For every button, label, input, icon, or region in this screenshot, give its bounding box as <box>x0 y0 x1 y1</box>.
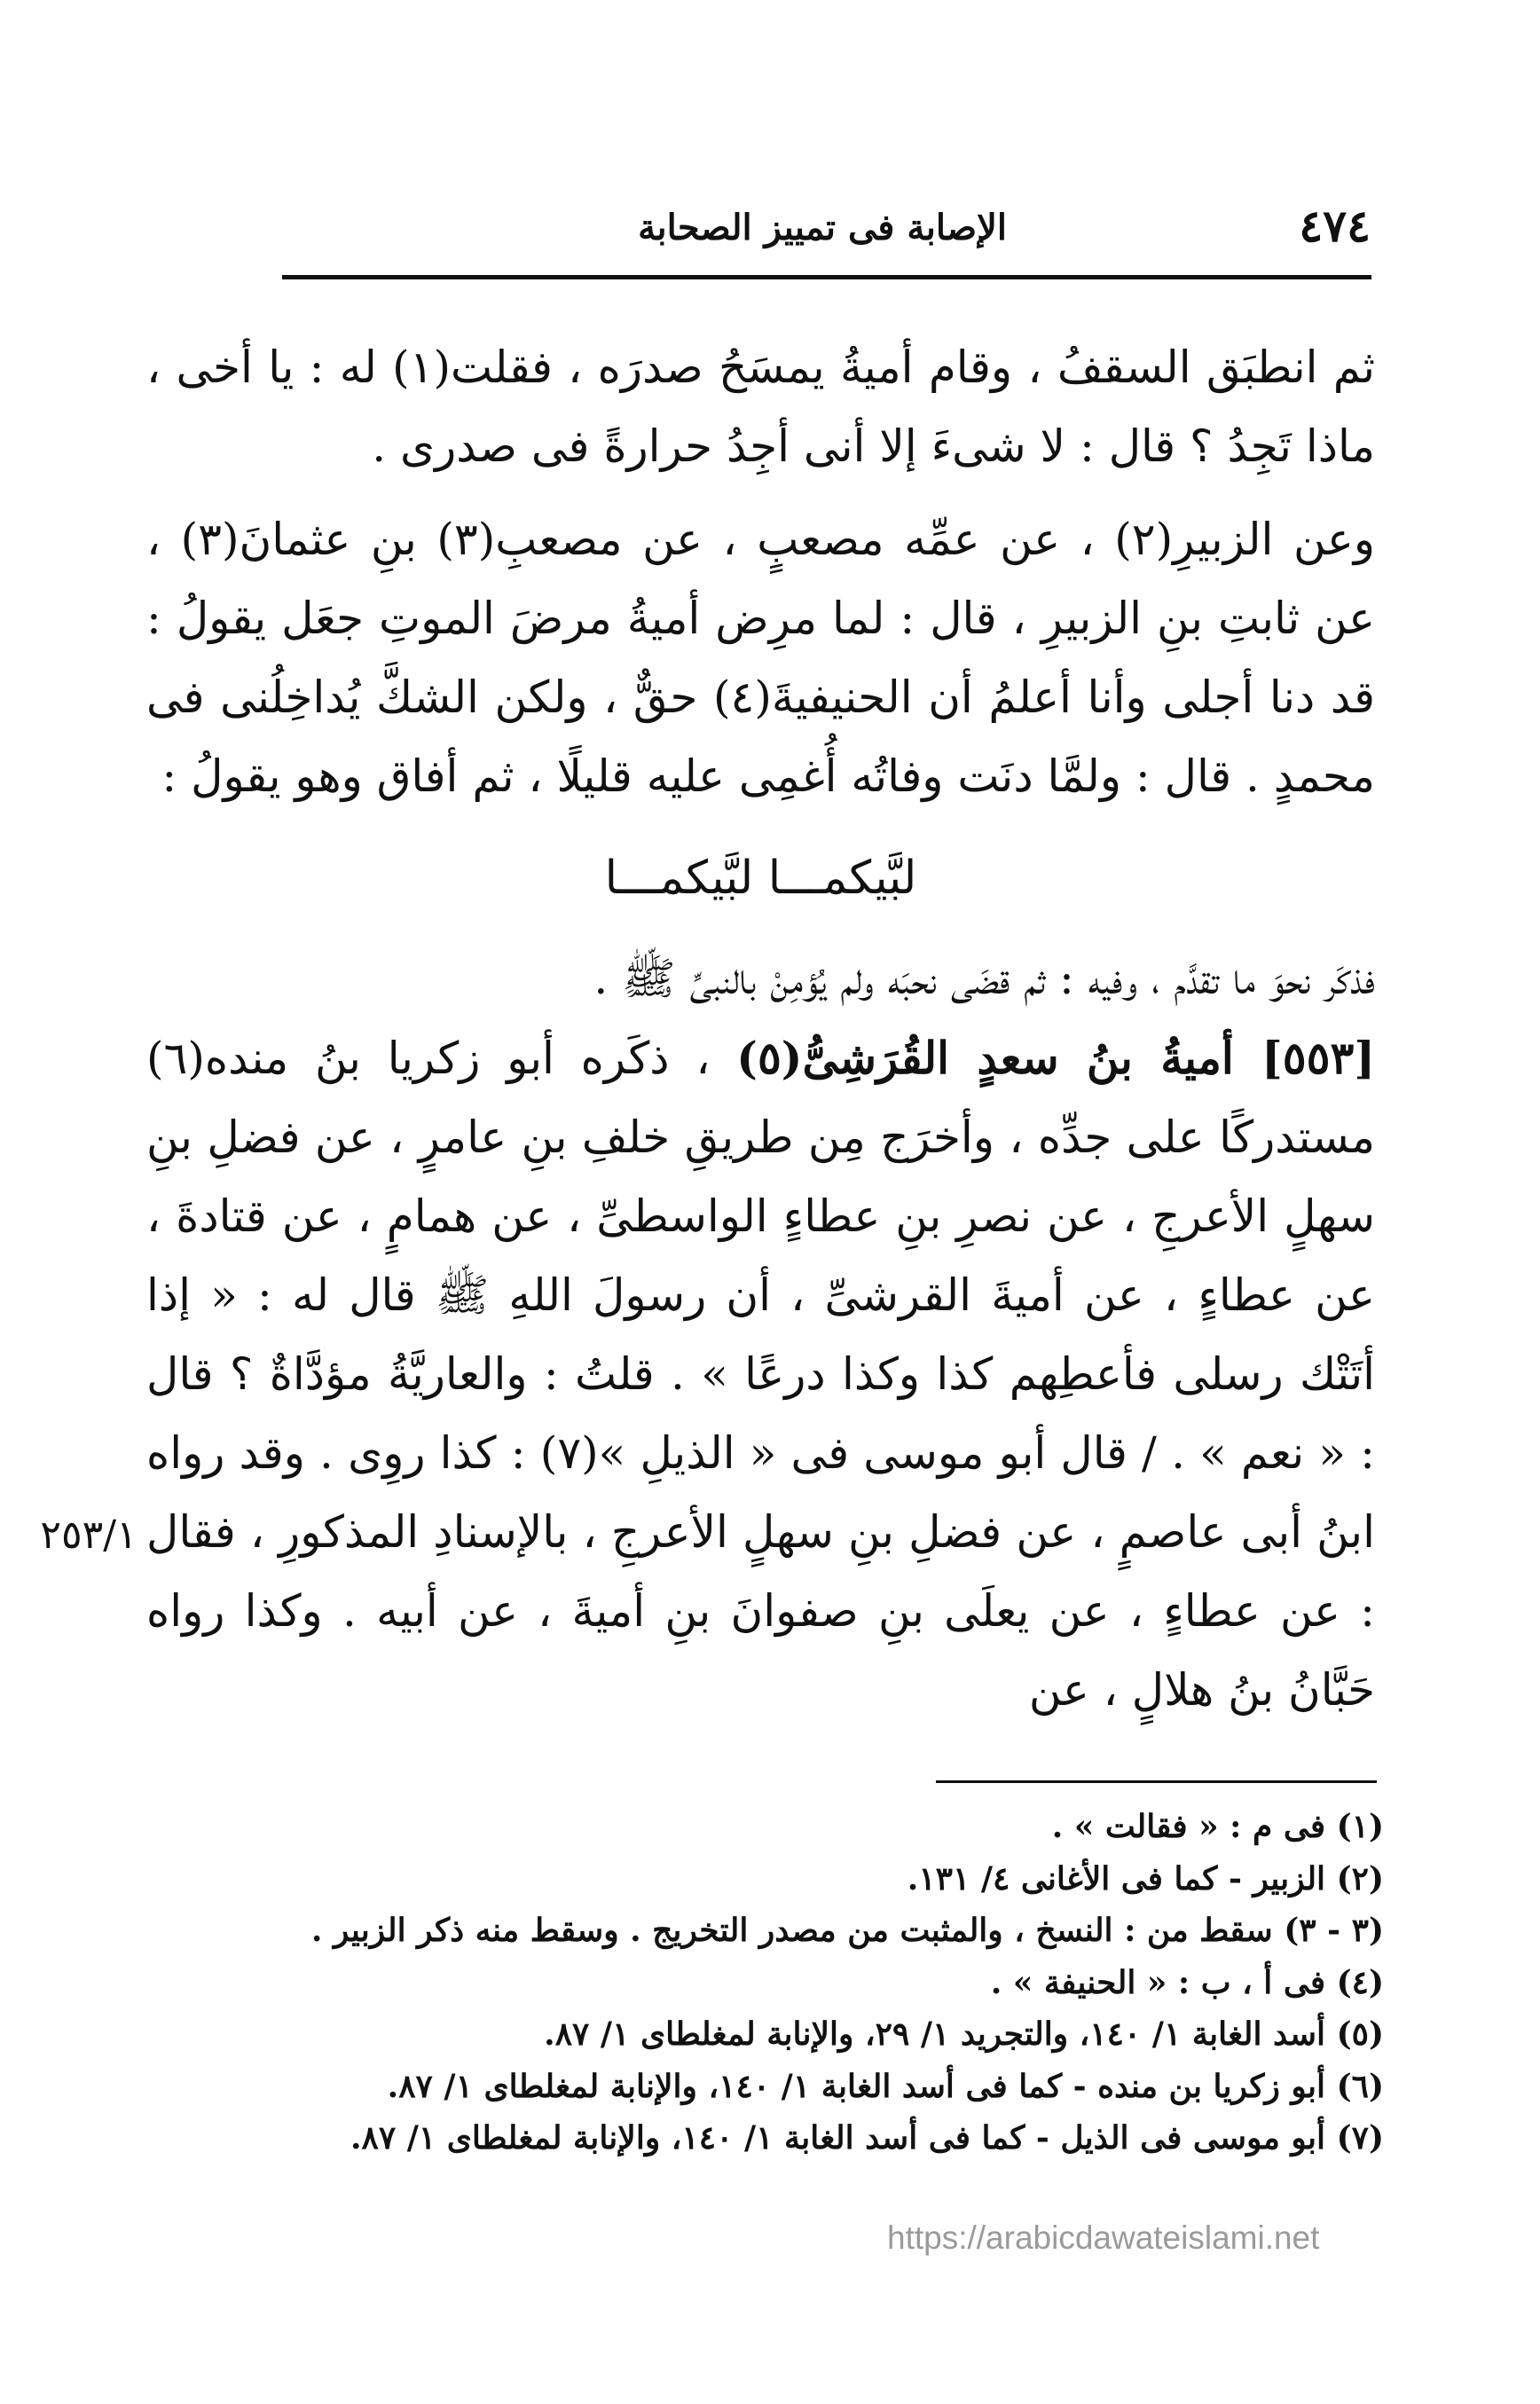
paragraph-3: فذكَر نحوَ ما تقدَّم ، وفيه : ثم قضَى نحبَه ولم يُؤمِنْ بالنبىِّ ﷺ . <box>593 953 1375 1004</box>
paragraph-1: ثم انطبَق السقفُ ، وقام أميةُ يمسَحُ صدرَه ، فقلت(١) له : يا أخى ، ماذا تَجِدُ ؟ قال : لا شىءَ إلا أنى أجِدُ حرارةً فى صدرى . <box>146 342 1376 472</box>
footnote: (٧) أبو موسى فى الذيل - كما فى أسد الغابة ١/ ١٤٠، والإنابة لمغلطاى ١/ ٨٧. <box>350 2119 1384 2157</box>
footnote: (١) فى م : « فقالت » . <box>1051 1808 1384 1845</box>
entry-text: ، ذكَره أبو زكريا بنُ منده(٦) مستدركًا على جدِّه ، وأخرَج مِن طريقِ خلفِ بنِ عامرٍ ، عن فضلِ بنِ سهلٍ الأعرجِ ، عن نصرِ بنِ عطاءٍ الواسطىِّ ، عن همامٍ ، عن قتادةَ ، عن عطاءٍ ، عن أميةَ القرشىِّ ، أن رسولَ اللهِ ﷺ قال له : « إذا أتَتْك رسلى فأعطِهم كذا وكذا درعًا » . قلتُ : والعاريَّةُ مؤدَّاةٌ ؟ قال : « نعم » . / قال أبو موسى فى « الذيلِ »(٧) : كذا روِى . وقد رواه ابنُ أبى عاصمٍ ، عن فضلِ بنِ سهلٍ الأعرجِ ، بالإسنادِ المذكورِ ، فقال : عن عطاءٍ ، عن يعلَى بنِ صفوانَ بنِ أميةَ ، عن أبيه . وكذا رواه حَبَّانُ بنُ هلالٍ ، عن <box>146 1033 1375 1716</box>
footnote: (٢) الزبير - كما فى الأغانى ٤/ ١٣١. <box>907 1859 1384 1897</box>
page-number: ٤٧٤ <box>1299 200 1371 252</box>
entry-heading: [٥٥٣] أميةُ بنُ سعدٍ القُرَشِىُّ(٥) <box>736 1032 1375 1084</box>
footnote: (٥) أسد الغابة ١/ ١٤٠، والتجريد ١/ ٢٩، والإنابة لمغلطاى ١/ ٨٧. <box>544 2015 1384 2053</box>
footnote: (٣ - ٣) سقط من : النسخ ، والمثبت من مصدر التخريج . وسقط منه ذكر الزبير . <box>310 1912 1384 1949</box>
footnotes <box>266 1801 1384 2164</box>
paragraph-2: وعن الزبيرِ(٢) ، عن عمِّه مصعبٍ ، عن مصعبِ(٣) بنِ عثمانَ(٣) ، عن ثابتِ بنِ الزبيرِ ، قال : لما مرِض أميةُ مرضَ الموتِ جعَل يقولُ : قد دنا أجلى وأنا أعلمُ أن الحنيفيةَ(٤) حقٌّ ، ولكن الشكَّ يُداخِلُنى فى محمدٍ . قال : ولمَّا دنَت وفاتُه أُغمِى عليه قليلًا ، ثم أفاق وهو يقولُ : <box>146 514 1376 802</box>
footnote: (٦) أبو زكريا بن منده - كما فى أسد الغابة ١/ ١٤٠، والإنابة لمغلطاى ١/ ٨٧. <box>387 2067 1384 2105</box>
footnote: (٤) فى أ ، ب : « الحنيفة » . <box>990 1963 1384 2001</box>
running-title: الإصابة فى تمييز الصحابة <box>638 207 1007 248</box>
page-header <box>284 200 1371 262</box>
footnote-rule <box>936 1780 1377 1783</box>
entry-paragraph <box>146 1018 1375 1730</box>
margin-reference: ٢٥٣/١ <box>40 1512 138 1558</box>
main-text <box>146 328 1375 1730</box>
header-rule <box>282 275 1371 279</box>
verse-line: لبَّيكمـــا لبَّيكمـــا <box>604 852 917 905</box>
watermark-url: https://arabicdawateislami.net <box>887 2219 1320 2256</box>
